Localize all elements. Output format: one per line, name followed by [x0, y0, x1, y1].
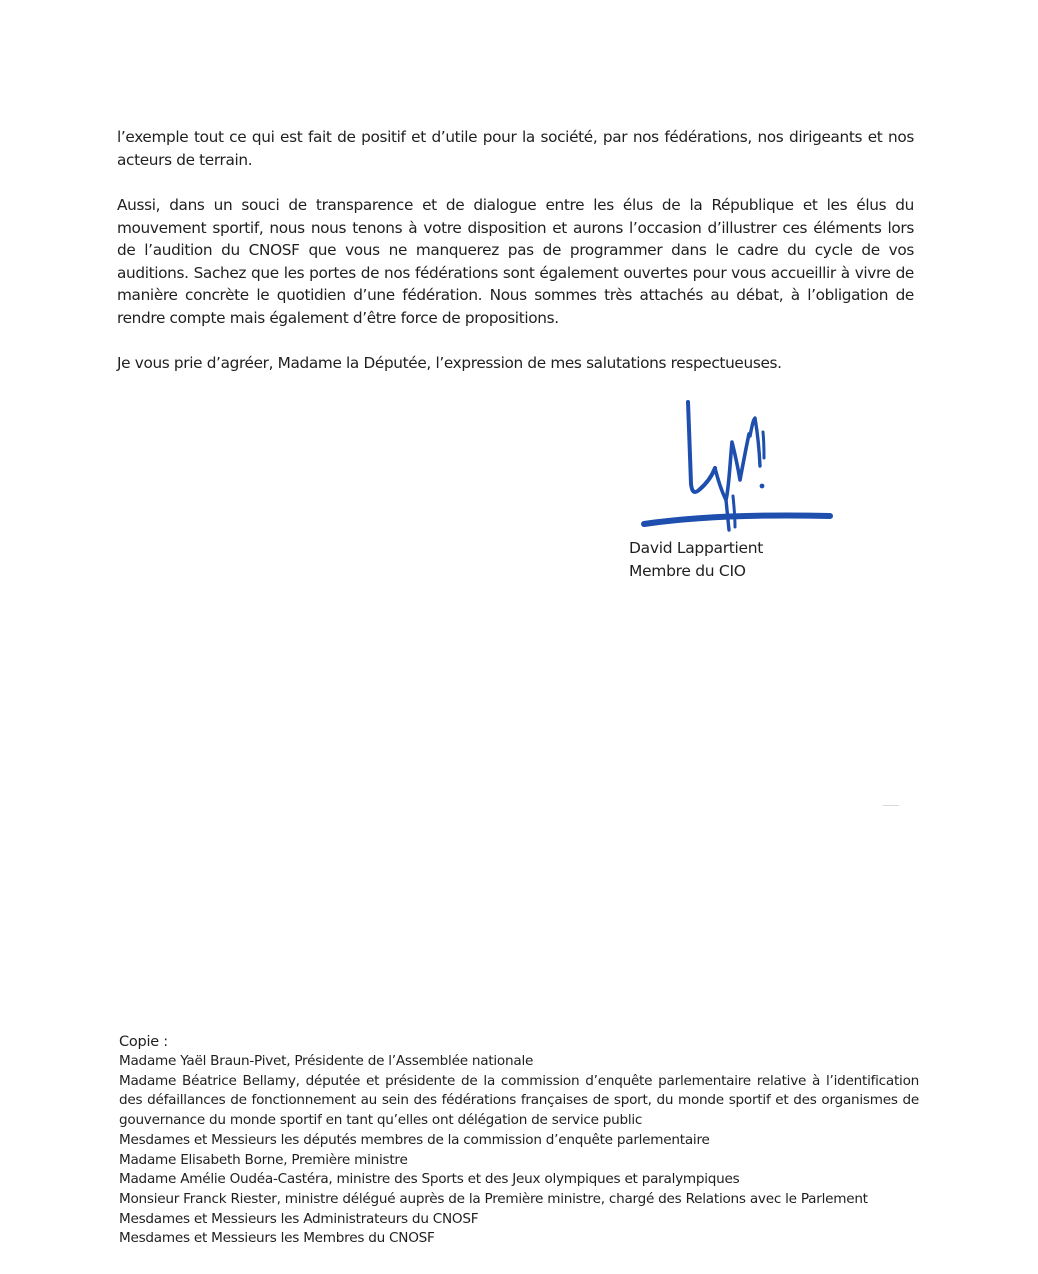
letter-paragraph-1: l’exemple tout ce qui est fait de positif et d’utile pour la société, par nos fédérations, nos dirigeants et nos acteurs de terrain. [117, 128, 914, 169]
signature-stroke [750, 418, 760, 466]
copy-recipient: Madame Elisabeth Borne, Première ministre [119, 1151, 408, 1168]
copies-heading: Copie : [119, 1034, 168, 1050]
scan-artifact [883, 805, 899, 806]
copy-recipient: Mesdames et Messieurs les Administrateurs du CNOSF [119, 1210, 479, 1227]
copy-recipient: Madame Yaël Braun-Pivet, Présidente de l’Assemblée nationale [119, 1053, 534, 1069]
signature-stroke [688, 402, 715, 492]
signature-dot [760, 484, 765, 489]
copy-recipient: Mesdames et Messieurs les députés membres de la commission d’enquête parlementaire [119, 1131, 710, 1148]
copy-recipient: Madame Amélie Oudéa-Castéra, ministre des Sports et des Jeux olympiques et paralympiques [119, 1171, 740, 1188]
copy-recipient: Monsieur Franck Riester, ministre délégué auprès de la Première ministre, chargé des Relations avec le Parlement [119, 1190, 868, 1207]
letter-paragraph-2: Aussi, dans un souci de transparence et de dialogue entre les élus de la République et les élus du mouvement sportif, nous nous tenons à votre disposition et aurons l’occasion d’illustrer ces éléments lors de l’audition du CNOSF que vous ne manquerez pas de programmer dans le cadre du cycle de vos auditions. Sachez que les portes de nos fédérations sont également ouvertes pour vous accueillir à vivre de manière concrète le quotidien d’une fédération. Nous sommes très attachés au débat, à l’obligation de rendre compte mais également d’être force de propositions. [117, 196, 914, 327]
signature-stroke [715, 434, 749, 500]
signature-stroke [763, 432, 764, 458]
handwritten-signature [636, 396, 836, 536]
closing-salutation: Je vous prie d’agréer, Madame la Députée, l’expression de mes salutations respectueuses. [117, 354, 782, 372]
signature-underline [644, 515, 830, 524]
copies-section [119, 1032, 919, 1249]
copy-recipient: Mesdames et Messieurs les Membres du CNOSF [119, 1230, 435, 1247]
signer-name: David Lappartient [629, 539, 764, 557]
signer-block [629, 537, 763, 582]
signature-stroke [733, 496, 735, 527]
copy-recipient: Madame Béatrice Bellamy, députée et présidente de la commission d’enquête parlementaire relative à l’identification des défaillances de fonctionnement au sein des fédérations françaises de sport, du monde sportif et des organismes de gouvernance du monde sportif en tant qu’elles ont délégation de service public [119, 1072, 919, 1129]
signer-title: Membre du CIO [629, 561, 746, 580]
